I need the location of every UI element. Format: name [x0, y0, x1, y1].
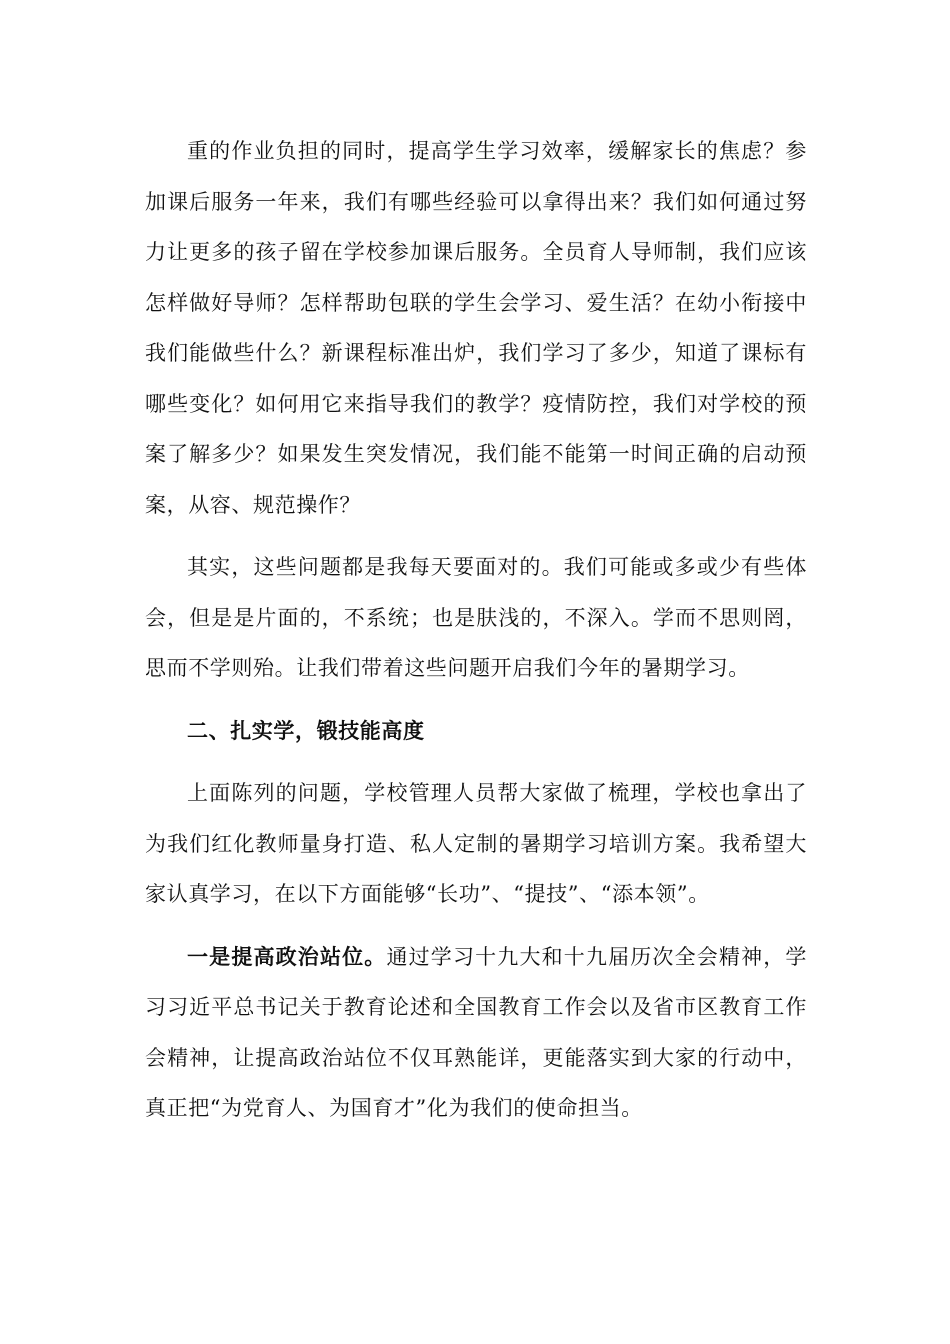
paragraph-political-stance — [145, 932, 807, 1134]
paragraph-reflection: 其实，这些问题都是我每天要面对的。我们可能或多或少有些体会，但是是片面的，不系统；也是肤浅的，不深入。学而不思则罔，思而不学则殆。让我们带着这些问题开启我们今年的暑期学习。 — [145, 555, 807, 680]
section-heading: 二、扎实学，锻技能高度 — [187, 718, 425, 743]
paragraph-lead-phrase: 一是提高政治站位。 — [187, 944, 387, 969]
paragraph-gap — [145, 694, 807, 706]
paragraph-gap — [145, 920, 807, 932]
document-body — [145, 126, 807, 1134]
paragraph-gap — [145, 756, 807, 768]
paragraph-questions: 重的作业负担的同时，提高学生学习效率，缓解家长的焦虑？参加课后服务一年来，我们有哪些经验可以拿得出来？我们如何通过努力让更多的孩子留在学校参加课后服务。全员育人导师制，我们应该怎样做好导师？怎样帮助包联的学生会学习、爱生活？在幼小衔接中我们能做些什么？新课程标准出炉，我们学习了多少，知道了课标有哪些变化？如何用它来指导我们的教学？疫情防控，我们对学校的预案了解多少？如果发生突发情况，我们能不能第一时间正确的启动预案，从容、规范操作？ — [145, 139, 807, 517]
paragraph-training-plan: 上面陈列的问题，学校管理人员帮大家做了梳理，学校也拿出了为我们红化教师量身打造、私人定制的暑期学习培训方案。我希望大家认真学习，在以下方面能够“长功”、“提技”、“添本领”。 — [145, 781, 807, 906]
paragraph-body-text: 通过学习十九大和十九届历次全会精神，学习习近平总书记关于教育论述和全国教育工作会以及省市区教育工作会精神，让提高政治站位不仅耳熟能详，更能落实到大家的行动中，真正把“为党育人、为国育才”化为我们的使命担当。 — [145, 944, 807, 1120]
paragraph-gap — [145, 530, 807, 542]
